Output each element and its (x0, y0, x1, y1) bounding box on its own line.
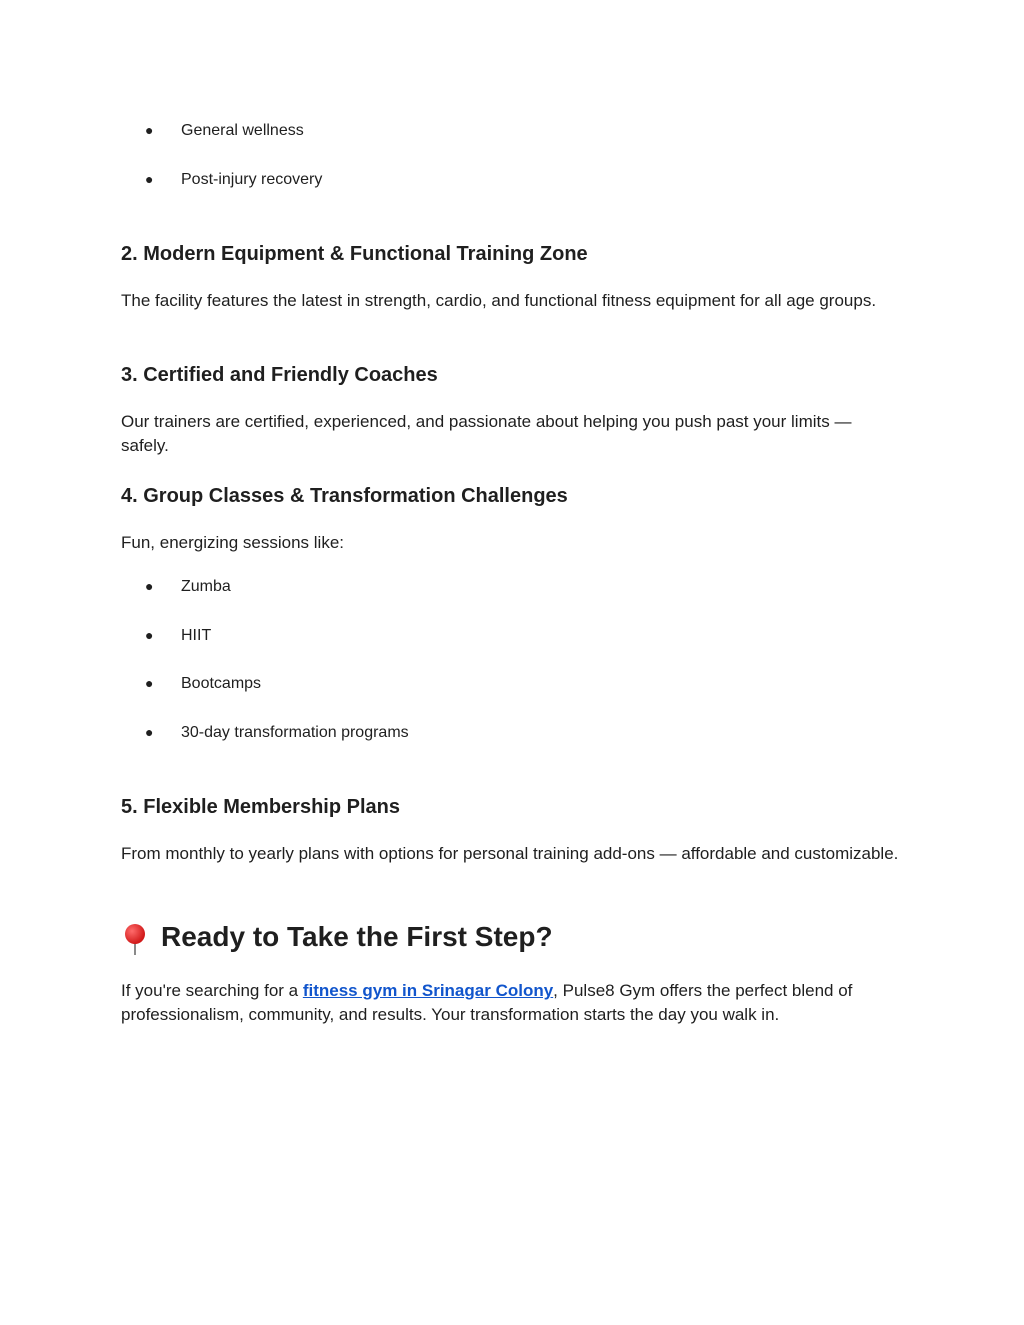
list-item (145, 675, 262, 693)
list-item-text: General wellness (181, 122, 304, 139)
section-body: Fun, energizing sessions like: (121, 533, 345, 552)
list-item-text: HIIT (181, 627, 212, 644)
list-item-text: 30-day transformation programs (181, 724, 409, 741)
list-item (145, 724, 409, 742)
section-body: The facility features the latest in strength, cardio, and functional fitness equipment for all age groups. (121, 291, 877, 310)
section-heading: 5. Flexible Membership Plans (121, 796, 400, 818)
cta-paragraph (121, 979, 901, 1027)
section-heading: 3. Certified and Friendly Coaches (121, 364, 438, 386)
list-item-text: Post-injury recovery (181, 171, 323, 188)
list-item (145, 171, 323, 189)
cta-text-after: , Pulse8 Gym offers the perfect blend of professionalism, community, and results. Your transformation starts the day you walk in. (121, 981, 853, 1024)
list-item (145, 627, 212, 645)
srinagar-colony-gym-link[interactable]: fitness gym in Srinagar Colony (302, 981, 554, 1000)
bullet-icon: ● (145, 627, 154, 643)
cta-text-before: If you're searching for a (121, 981, 303, 1000)
cta-heading-text: Ready to Take the First Step? (161, 921, 553, 952)
section-heading: 4. Group Classes & Transformation Challenges (121, 485, 568, 507)
bullet-icon: ● (145, 724, 154, 740)
list-item-text: Zumba (181, 578, 231, 595)
list-item (145, 122, 304, 140)
bullet-icon: ● (145, 578, 154, 594)
section-heading: 2. Modern Equipment & Functional Training Zone (121, 243, 588, 265)
round-pushpin-icon (121, 922, 151, 956)
section-body: From monthly to yearly plans with options for personal training add-ons — affordable and customizable. (121, 844, 899, 863)
bullet-icon: ● (145, 122, 154, 138)
bullet-icon: ● (145, 171, 154, 187)
list-item-text: Bootcamps (181, 675, 262, 692)
section-body: Our trainers are certified, experienced, and passionate about helping you push past your limits — safely. (121, 412, 852, 455)
cta-heading (121, 921, 553, 956)
list-item (145, 578, 231, 596)
bullet-icon: ● (145, 675, 154, 691)
